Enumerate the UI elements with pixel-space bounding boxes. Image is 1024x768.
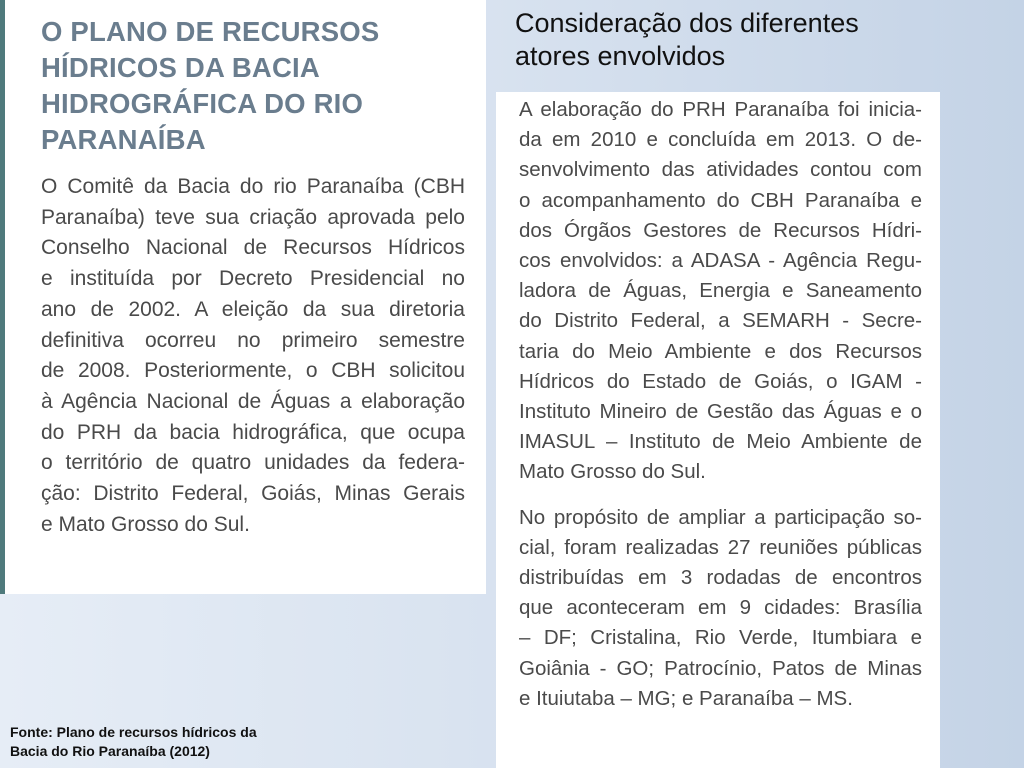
text-line: Mato Grosso do Sul.: [519, 460, 706, 484]
text-line: Paranaíba) teve sua criação aprovada pelo: [41, 205, 465, 229]
text-line: de 2008. Posteriormente, o CBH solicitou: [41, 359, 465, 383]
text-line: da em 2010 e concluída em 2013. O de-: [519, 128, 922, 152]
text-line: e Ituiutaba – MG; e Paranaíba – MS.: [519, 686, 853, 710]
text-line: Instituto Mineiro de Gestão das Águas e o: [519, 400, 922, 424]
text-line: distribuídas em 3 rodadas de encontros: [519, 566, 922, 590]
text-line: dos Órgãos Gestores de Recursos Hídri-: [519, 218, 922, 242]
text-line: No propósito de ampliar a participação so-: [519, 505, 922, 529]
text-line: que aconteceram em 9 cidades: Brasília: [519, 596, 922, 620]
slide-title-line: Consideração dos diferentes: [515, 8, 859, 38]
left-body-paragraph: [41, 172, 465, 540]
text-line: definitiva ocorreu no primeiro semestre: [41, 328, 465, 352]
text-line: senvolvimento das atividades contou com: [519, 158, 922, 182]
text-line: IMASUL – Instituto de Meio Ambiente de: [519, 430, 922, 454]
text-line: o território de quatro unidades da federa-: [41, 451, 465, 475]
heading-line: HIDROGRÁFICA DO RIO: [41, 88, 364, 119]
left-document-panel: [0, 0, 486, 594]
text-line: Goiânia - GO; Patrocínio, Patos de Minas: [519, 656, 922, 680]
right-document-panel: [496, 92, 940, 768]
text-line: e Mato Grosso do Sul.: [41, 512, 250, 536]
text-line: à Agência Nacional de Águas a elaboração: [41, 389, 465, 413]
text-line: Conselho Nacional de Recursos Hídricos: [41, 236, 465, 260]
caption-line: Bacia do Rio Paranaíba (2012): [10, 743, 210, 759]
text-line: A elaboração do PRH Paranaíba foi inicia-: [519, 98, 922, 121]
right-paragraph-2: [519, 503, 922, 714]
text-line: Hídricos do Estado de Goiás, o IGAM -: [519, 369, 922, 393]
text-line: ano de 2002. A eleição da sua diretoria: [41, 297, 465, 321]
heading-line: PARANAÍBA: [41, 124, 206, 155]
text-line: o acompanhamento do CBH Paranaíba e: [519, 188, 922, 212]
caption-line: Fonte: Plano de recursos hídricos da: [10, 724, 257, 740]
slide-title: [515, 7, 1015, 73]
text-line: e instituída por Decreto Presidencial no: [41, 267, 465, 291]
document-heading: [41, 14, 465, 158]
right-document-content: [519, 95, 922, 714]
text-line: do Distrito Federal, a SEMARH - Secre-: [519, 309, 922, 333]
text-line: do PRH da bacia hidrográfica, que ocupa: [41, 420, 465, 444]
heading-line: HÍDRICOS DA BACIA: [41, 52, 320, 83]
text-line: – DF; Cristalina, Rio Verde, Itumbiara e: [519, 626, 922, 650]
left-document-content: [41, 14, 465, 540]
source-caption: [10, 723, 330, 761]
text-line: cial, foram realizadas 27 reuniões públicas: [519, 535, 922, 559]
text-line: ladora de Águas, Energia e Saneamento: [519, 279, 922, 303]
text-line: ção: Distrito Federal, Goiás, Minas Gerais: [41, 482, 465, 506]
heading-line: O PLANO DE RECURSOS: [41, 16, 380, 47]
slide-title-line: atores envolvidos: [515, 41, 726, 71]
text-line: taria do Meio Ambiente e dos Recursos: [519, 339, 922, 363]
right-paragraph-1: [519, 95, 922, 488]
text-line: O Comitê da Bacia do rio Paranaíba (CBH: [41, 175, 465, 198]
paragraph-spacer: [519, 488, 922, 503]
text-line: cos envolvidos: a ADASA - Agência Regu-: [519, 249, 922, 273]
